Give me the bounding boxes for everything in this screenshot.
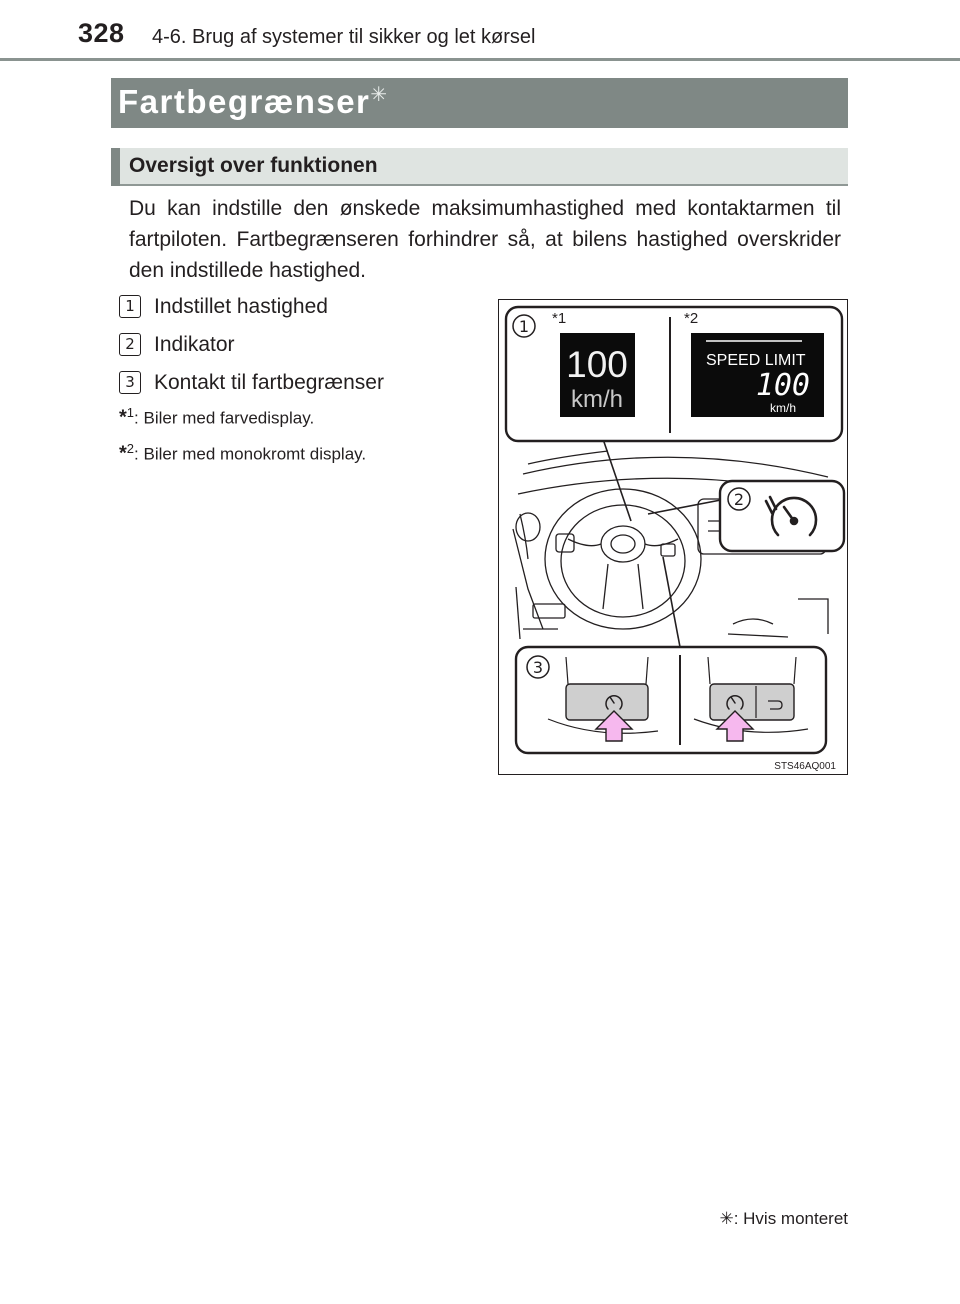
note-text: : Biler med farvedisplay. [134,408,315,428]
note-sup: 2 [126,441,135,456]
variant-label-1: *1 [552,310,567,327]
subsection-accent [111,148,120,186]
section-title-text: Fartbegrænser [118,83,371,120]
subsection-title: Oversigt over funktionen [129,154,378,177]
note-color-display [119,405,314,430]
legend-label: Indstillet hastighed [154,295,328,318]
footnote-text: : Hvis monteret [733,1209,848,1228]
color-display-unit: km/h [570,386,624,413]
page-number: 328 [78,18,125,48]
legend-number: 2 [119,333,141,356]
figure-code: STS46AQ001 [774,761,836,772]
callout-switch [516,647,826,753]
color-display-speed: 100 [566,344,628,385]
callout-indicator [720,481,844,551]
callout-number-2: 2 [733,490,745,509]
note-mono-display [119,441,366,466]
optional-equipment-mark: ✳ [370,84,389,106]
callout-number-1: 1 [518,317,530,336]
legend-label: Kontakt til fartbegrænser [154,371,384,394]
mono-display-speed: 100 [755,368,810,403]
legend-item-switch [119,371,384,395]
note-sup: 1 [126,405,135,420]
note-mark: * [119,406,127,429]
section-title [118,82,389,121]
chapter-heading: 4-6. Brug af systemer til sikker og let kørsel [152,26,536,48]
footnote [0,1209,848,1229]
header-rule [0,58,960,61]
mono-display-unit: km/h [769,401,796,415]
legend-number: 1 [119,295,141,318]
legend-number: 3 [119,371,141,394]
mono-display-label: SPEED LIMIT [706,352,806,369]
optional-equipment-mark: ✳ [719,1209,734,1228]
note-mark: * [119,442,127,465]
callout-number-3: 3 [532,658,544,677]
legend-item-indicator [119,333,235,357]
note-text: : Biler med monokromt display. [134,444,367,464]
legend-item-set-speed [119,295,328,319]
speed-limiter-illustration [498,299,848,775]
intro-paragraph: Du kan indstille den ønskede maksimumhastighed med kontaktarmen til fartpiloten. Fartbegrænseren forhindrer så, at bilens hastighed overskrider den indstillede hastighed. [129,197,841,282]
legend-label: Indikator [154,333,235,356]
variant-label-2: *2 [684,310,699,327]
callout-displays [506,307,842,441]
